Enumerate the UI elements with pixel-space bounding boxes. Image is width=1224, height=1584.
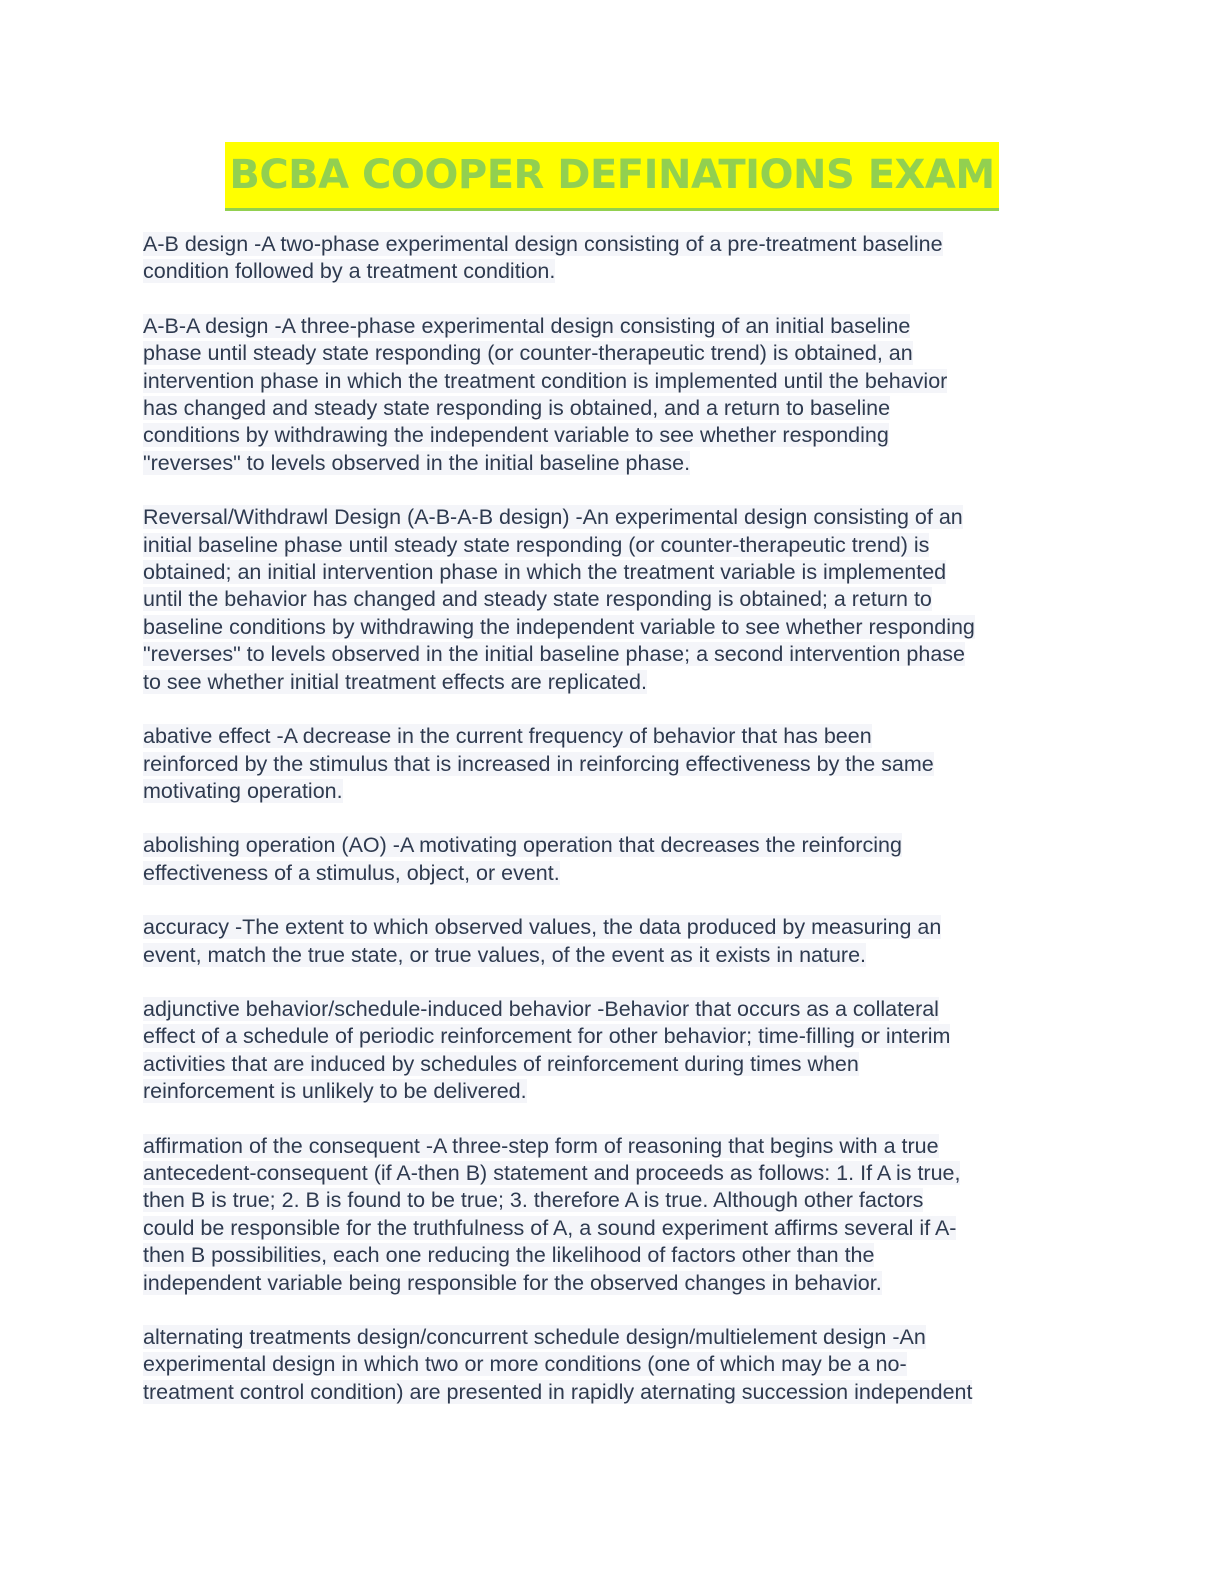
definition-line-text: effectiveness of a stimulus, object, or event. [143,860,560,885]
definition-line-text: to see whether initial treatment effects are replicated. [143,669,647,694]
definition-line-text: Reversal/Withdrawl Design (A-B-A-B design) -An experimental design consisting of an [143,505,963,530]
definition-line-text: abolishing operation (AO) -A motivating operation that decreases the reinforcing [143,833,902,858]
definition-line [143,258,1083,285]
definition-line [143,340,1083,367]
definition-line [143,942,1083,969]
definition-entry [143,231,1083,286]
definition-line-text: phase until steady state responding (or counter-therapeutic trend) is obtained, an [143,341,913,366]
definition-line [143,1078,1083,1105]
definition-line [143,1051,1083,1078]
definition-line [143,1215,1083,1242]
definition-line-text: reinforced by the stimulus that is increased in reinforcing effectiveness by the same [143,751,934,776]
definition-entry [143,996,1083,1106]
definition-entry [143,1133,1083,1297]
definition-entry [143,723,1083,805]
definition-line [143,1270,1083,1297]
definition-line-text: until the behavior has changed and steady state responding is obtained; a return to [143,587,932,612]
definition-line-text: has changed and steady state responding is obtained, and a return to baseline [143,396,891,421]
definition-entry [143,504,1083,696]
definition-line [143,641,1083,668]
definition-entry [143,914,1083,969]
definition-line-text: effect of a schedule of periodic reinforcement for other behavior; time-filling or interim [143,1024,951,1049]
definition-line-text: could be responsible for the truthfulness of A, a sound experiment affirms several if A- [143,1215,957,1240]
definition-line-text: then B is true; 2. B is found to be true; 3. therefore A is true. Although other factors [143,1188,924,1213]
definition-entry [143,313,1083,477]
definition-line [143,1242,1083,1269]
definition-line [143,559,1083,586]
definition-entry [143,1324,1083,1406]
definition-line-text: reinforcement is unlikely to be delivered. [143,1079,527,1104]
document-title: BCBA COOPER DEFINATIONS EXAM [225,142,998,211]
definition-line [143,914,1083,941]
definition-line-text: conditions by withdrawing the independent variable to see whether responding [143,423,889,448]
definition-line-text: then B possibilities, each one reducing the likelihood of factors other than the [143,1243,875,1268]
definition-line [143,832,1083,859]
definition-line [143,860,1083,887]
definition-line-text: abative effect -A decrease in the current frequency of behavior that has been [143,724,872,749]
definition-line-text: motivating operation. [143,778,343,803]
definition-line-text: baseline conditions by withdrawing the independent variable to see whether responding [143,614,975,639]
definition-line [143,504,1083,531]
definition-line-text: condition followed by a treatment condition. [143,259,556,284]
definition-line-text: independent variable being responsible for the observed changes in behavior. [143,1270,882,1295]
definition-line [143,395,1083,422]
definition-line-text: intervention phase in which the treatment condition is implemented until the behavior [143,368,948,393]
definition-line [143,586,1083,613]
definition-line-text: affirmation of the consequent -A three-step form of reasoning that begins with a true [143,1133,939,1158]
definition-line-text: adjunctive behavior/schedule-induced behavior -Behavior that occurs as a collateral [143,996,939,1021]
definition-line [143,723,1083,750]
definition-line-text: obtained; an initial intervention phase in which the treatment variable is implemented [143,560,947,585]
definition-line [143,1187,1083,1214]
definition-line-text: experimental design in which two or more conditions (one of which may be a no- [143,1352,907,1377]
definition-line-text: treatment control condition) are presented in rapidly aternating succession independent [143,1379,973,1404]
definition-line-text: A-B-A design -A three-phase experimental design consisting of an initial baseline [143,313,911,338]
definition-line [143,614,1083,641]
definition-entry [143,832,1083,887]
definition-line [143,669,1083,696]
definition-line [143,1133,1083,1160]
definition-line [143,231,1083,258]
definition-line-text: antecedent-consequent (if A-then B) statement and proceeds as follows: 1. If A is true, [143,1160,961,1185]
definition-line-text: initial baseline phase until steady state responding (or counter-therapeutic trend) is [143,532,930,557]
definition-line [143,1160,1083,1187]
definition-line [143,1379,1083,1406]
definition-line-text: "reverses" to levels observed in the initial baseline phase; a second intervention phase [143,642,966,667]
definition-line-text: activities that are induced by schedules of reinforcement during times when [143,1051,859,1076]
definition-line [143,532,1083,559]
definition-line-text: "reverses" to levels observed in the initial baseline phase. [143,450,691,475]
definition-line-text: accuracy -The extent to which observed values, the data produced by measuring an [143,915,942,940]
definition-line [143,422,1083,449]
title-container [0,142,1224,211]
definition-line [143,778,1083,805]
definition-line [143,996,1083,1023]
definition-line [143,1324,1083,1351]
definition-line-text: A-B design -A two-phase experimental design consisting of a pre-treatment baseline [143,232,943,256]
definition-line [143,450,1083,477]
definition-line [143,368,1083,395]
definition-line [143,313,1083,340]
definition-line-text: event, match the true state, or true values, of the event as it exists in nature. [143,942,867,967]
definition-line-text: alternating treatments design/concurrent schedule design/multielement design -An [143,1325,926,1349]
definition-line [143,1023,1083,1050]
definition-line [143,1351,1083,1378]
definition-line [143,751,1083,778]
definition-list [143,231,1083,1433]
